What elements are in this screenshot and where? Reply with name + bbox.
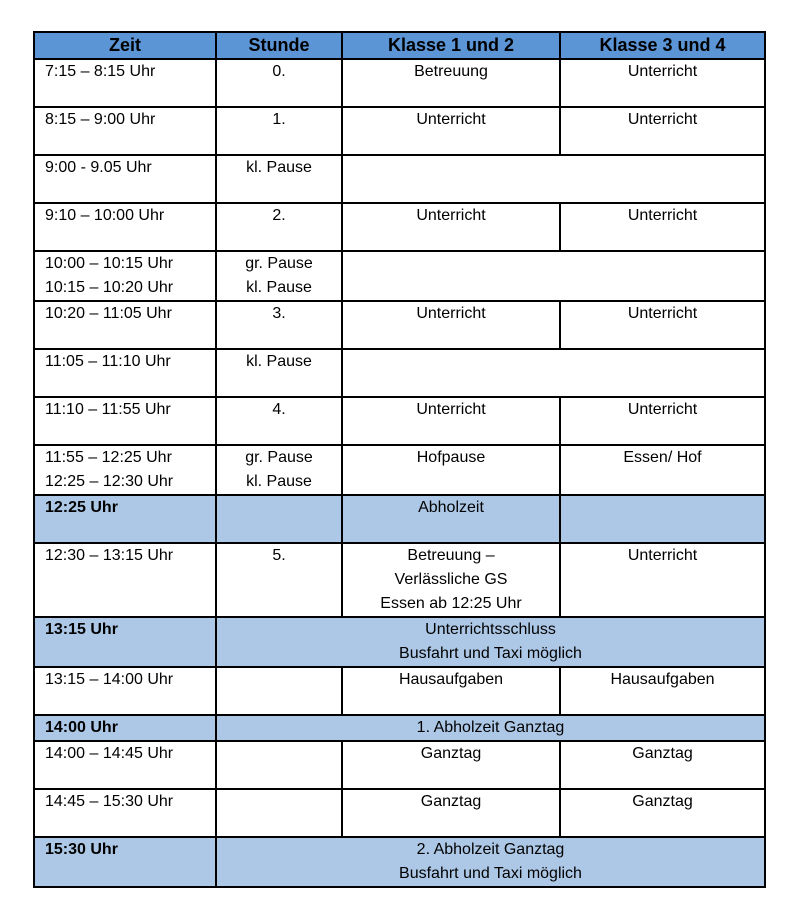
table-row [34, 203, 765, 251]
table-cell: 14:00 – 14:45 Uhr [34, 741, 216, 789]
table-cell: 2. Abholzeit Ganztag Busfahrt und Taxi möglich [216, 837, 765, 887]
table-cell: 12:25 Uhr [34, 495, 216, 543]
table-cell: Ganztag [342, 789, 560, 837]
table-cell: gr. Pause kl. Pause [216, 251, 342, 301]
table-cell: Unterricht [342, 397, 560, 445]
table-cell: 11:55 – 12:25 Uhr 12:25 – 12:30 Uhr [34, 445, 216, 495]
table-row [34, 543, 765, 617]
table-cell: 9:00 - 9.05 Uhr [34, 155, 216, 203]
table-cell: 5. [216, 543, 342, 617]
table-cell: Unterricht [560, 543, 765, 617]
table-row [34, 667, 765, 715]
header-zeit: Zeit [34, 32, 216, 59]
table-row [34, 495, 765, 543]
table-cell: Betreuung [342, 59, 560, 107]
table-row [34, 349, 765, 397]
table-row [34, 715, 765, 741]
table-cell: Betreuung – Verlässliche GS Essen ab 12:25 Uhr [342, 543, 560, 617]
table-cell: kl. Pause [216, 155, 342, 203]
table-cell: 7:15 – 8:15 Uhr [34, 59, 216, 107]
table-cell: 9:10 – 10:00 Uhr [34, 203, 216, 251]
table-cell: Abholzeit [342, 495, 560, 543]
table-cell [216, 495, 342, 543]
table-cell: 4. [216, 397, 342, 445]
table-cell: 14:45 – 15:30 Uhr [34, 789, 216, 837]
table-cell: Unterricht [560, 397, 765, 445]
table-cell [342, 155, 765, 203]
header-klasse-1-2: Klasse 1 und 2 [342, 32, 560, 59]
table-cell: 12:30 – 13:15 Uhr [34, 543, 216, 617]
table-cell [342, 251, 765, 301]
table-cell: 13:15 Uhr [34, 617, 216, 667]
table-cell: 3. [216, 301, 342, 349]
table-row [34, 789, 765, 837]
schedule-table [33, 31, 766, 888]
table-cell: 14:00 Uhr [34, 715, 216, 741]
table-row [34, 741, 765, 789]
table-cell [216, 667, 342, 715]
table-cell: gr. Pause kl. Pause [216, 445, 342, 495]
table-row [34, 397, 765, 445]
table-cell: 11:10 – 11:55 Uhr [34, 397, 216, 445]
table-cell: Unterrichtsschluss Busfahrt und Taxi möglich [216, 617, 765, 667]
table-row [34, 445, 765, 495]
table-cell: Essen/ Hof [560, 445, 765, 495]
table-cell: 8:15 – 9:00 Uhr [34, 107, 216, 155]
table-cell [560, 495, 765, 543]
header-stunde: Stunde [216, 32, 342, 59]
header-klasse-3-4: Klasse 3 und 4 [560, 32, 765, 59]
table-cell: Ganztag [560, 789, 765, 837]
table-cell: kl. Pause [216, 349, 342, 397]
table-row [34, 251, 765, 301]
table-row [34, 617, 765, 667]
table-row [34, 837, 765, 887]
table-row [34, 301, 765, 349]
table-cell: Ganztag [342, 741, 560, 789]
table-cell: 10:00 – 10:15 Uhr 10:15 – 10:20 Uhr [34, 251, 216, 301]
table-cell: 1. [216, 107, 342, 155]
table-cell: Unterricht [560, 59, 765, 107]
table-cell: 10:20 – 11:05 Uhr [34, 301, 216, 349]
table-cell: Unterricht [560, 301, 765, 349]
table-cell: 13:15 – 14:00 Uhr [34, 667, 216, 715]
table-cell: Unterricht [560, 203, 765, 251]
table-cell: Hausaufgaben [560, 667, 765, 715]
table-cell: Unterricht [560, 107, 765, 155]
table-cell [216, 789, 342, 837]
table-cell [216, 741, 342, 789]
table-cell: Unterricht [342, 301, 560, 349]
table-cell: Ganztag [560, 741, 765, 789]
table-cell: Hofpause [342, 445, 560, 495]
table-cell: Hausaufgaben [342, 667, 560, 715]
table-cell: Unterricht [342, 203, 560, 251]
table-row [34, 155, 765, 203]
table-cell: 15:30 Uhr [34, 837, 216, 887]
table-row [34, 59, 765, 107]
header-row [34, 32, 765, 59]
table-cell: 2. [216, 203, 342, 251]
table-cell: 0. [216, 59, 342, 107]
table-cell: 1. Abholzeit Ganztag [216, 715, 765, 741]
table-cell: Unterricht [342, 107, 560, 155]
table-cell: 11:05 – 11:10 Uhr [34, 349, 216, 397]
table-cell [342, 349, 765, 397]
table-row [34, 107, 765, 155]
